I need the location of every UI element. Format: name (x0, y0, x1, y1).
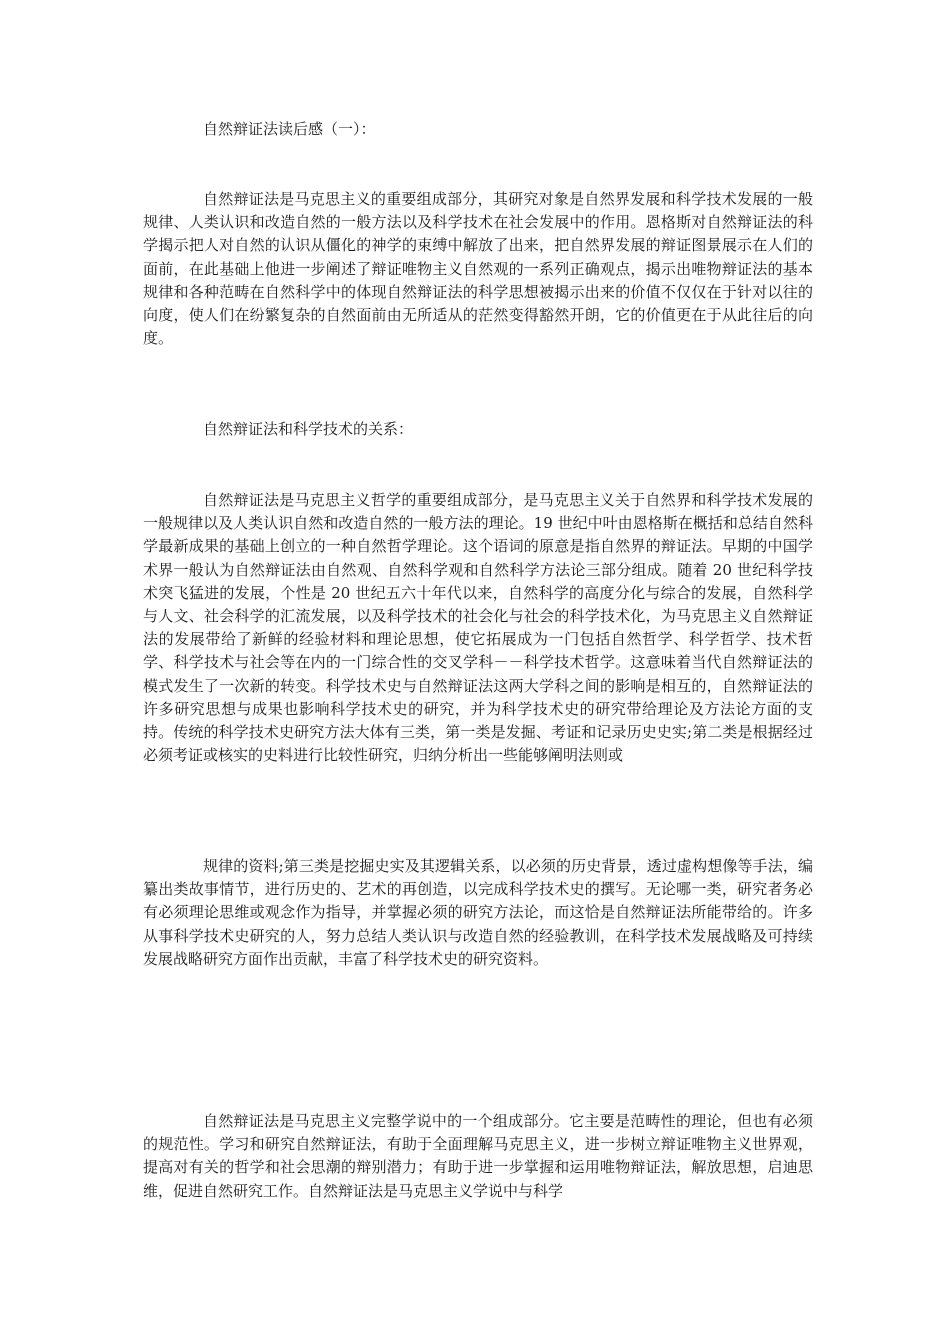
paragraph-marxism-component: 自然辩证法是马克思主义完整学说中的一个组成部分。它主要是范畴性的理论，但也有必须的规范性。学习和研究自然辩证法，有助于全面理解马克思主义，进一步树立辩证唯物主义世界观，提高对有关的哲学和社会思潮的辩别潜力；有助于进一步掌握和运用唯物辩证法，解放思想，启迪思维，促进自然研究工作。自然辩证法是马克思主义学说中与科学 (143, 1112, 813, 1200)
section-heading-reading-notes: 自然辩证法读后感（一）： (203, 120, 376, 138)
section-heading-relationship: 自然辩证法和科学技术的关系： (203, 420, 414, 438)
paragraph-history-methods: 规律的资料;第三类是挖掘史实及其逻辑关系，以必须的历史背景，透过虚构想像等手法，编纂出类故事情节，进行历史的、艺术的再创造，以完成科学技术史的撰写。无论哪一类，研究者务必有必须理论思维或观念作为指导，并掌握必须的研究方法论，而这恰是自然辩证法所能带给的。许多从事科学技术史研究的人，努力总结人类认识与改造自然的经验教训，在科学技术发展战略及可持续发展战略研究方面作出贡献，丰富了科学技术史的研究资料。 (143, 857, 813, 968)
paragraph-relationship-body: 自然辩证法是马克思主义哲学的重要组成部分，是马克思主义关于自然界和科学技术发展的一般规律以及人类认识自然和改造自然的一般方法的理论。19 世纪中叶由恩格斯在概括和总结自然科学最新成果的基础上创立的一种自然哲学理论。这个语词的原意是指自然界的辩证法。早期的中国学术界一般认为自然辩证法由自然观、自然科学观和自然科学方法论三部分组成。随着 20 世纪科学技术突飞猛进的发展，个性是 20 世纪五六十年代以来，自然科学的高度分化与综合的发展，自然科学与人文、社会科学的汇流发展，以及科学技术的社会化与社会的科学技术化，为马克思主义自然辩证法的发展带给了新鲜的经验材料和理论思想，使它拓展成为一门包括自然哲学、科学哲学、技术哲学、科学技术与社会等在内的一门综合性的交叉学科－－科学技术哲学。这意味着当代自然辩证法的模式发生了一次新的转变。科学技术史与自然辩证法这两大学科之间的影响是相互的，自然辩证法的许多研究思想与成果也影响科学技术史的研究，并为科学技术史的研究带给理论及方法论方面的支持。传统的科学技术史研究方法大体有三类，第一类是发掘、考证和记录历史史实;第二类是根据经过必须考证或核实的史料进行比较性研究，归纳分析出一些能够阐明法则或 (143, 491, 813, 765)
paragraph-introduction: 自然辩证法是马克思主义的重要组成部分，其研究对象是自然界发展和科学技术发展的一般规律、人类认识和改造自然的一般方法以及科学技术在社会发展中的作用。恩格斯对自然辩证法的科学揭示把人对自然的认识从僵化的神学的束缚中解放了出来，把自然界发展的辩证图景展示在人们的面前，在此基础上他进一步阐述了辩证唯物主义自然观的一系列正确观点，揭示出唯物辩证法的基本规律和各种范畴在自然科学中的体现自然辩证法的科学思想被揭示出来的价值不仅仅在于针对以往的向度，使人们在纷繁复杂的自然面前由无所适从的茫然变得豁然开朗，它的价值更在于从此往后的向度。 (143, 190, 813, 348)
